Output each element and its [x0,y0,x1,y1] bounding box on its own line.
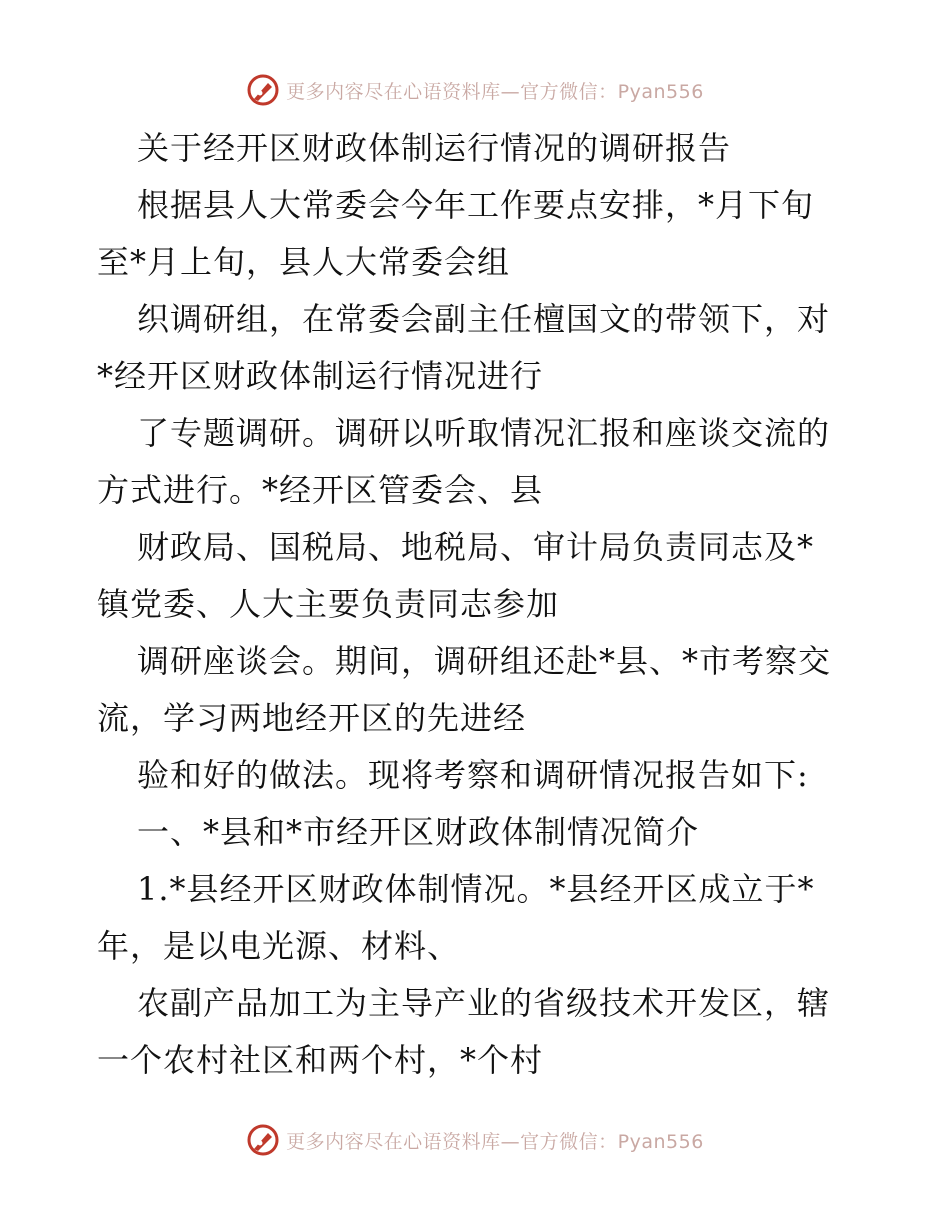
text-line: 一个农村社区和两个村，*个村 [97,1041,544,1079]
text-line: 至*月上旬，县人大常委会组 [97,243,511,281]
text-line: 镇党委、人大主要负责同志参加 [97,585,560,623]
text-line: 根据县人大常委会今年工作要点安排，*月下旬 [137,186,815,224]
text-line: 验和好的做法。现将考察和调研情况报告如下: [137,756,809,794]
text-line: 方式进行。*经开区管委会、县 [97,471,544,509]
text-line: 关于经开区财政体制运行情况的调研报告 [137,129,732,167]
text-line: 调研座谈会。期间，调研组还赴*县、*市考察交 [137,642,832,680]
text-line: 了专题调研。调研以听取情况汇报和座谈交流的 [137,414,831,452]
pen-logo-icon [246,1123,280,1157]
text-line: 流，学习两地经开区的先进经 [97,699,527,737]
pen-logo-icon [246,73,280,107]
document-body [97,120,857,1089]
text-line: 一、*县和*市经开区财政体制情况简介 [137,813,700,851]
watermark-text: 更多内容尽在心语资料库—官方微信：Pyan556 [286,1130,704,1153]
text-line: 年，是以电光源、材料、 [97,927,461,965]
text-line: 财政局、国税局、地税局、审计局负责同志及* [137,528,815,566]
text-line: 1.*县经开区财政体制情况。*县经开区成立于* [137,870,815,908]
watermark-top [0,70,950,110]
watermark-text: 更多内容尽在心语资料库—官方微信：Pyan556 [286,80,704,103]
text-line: 织调研组，在常委会副主任檀国文的带领下，对 [137,300,831,338]
text-line: 农副产品加工为主导产业的省级技术开发区，辖 [137,984,831,1022]
watermark-bottom [0,1120,950,1160]
text-line: *经开区财政体制运行情况进行 [97,357,544,395]
